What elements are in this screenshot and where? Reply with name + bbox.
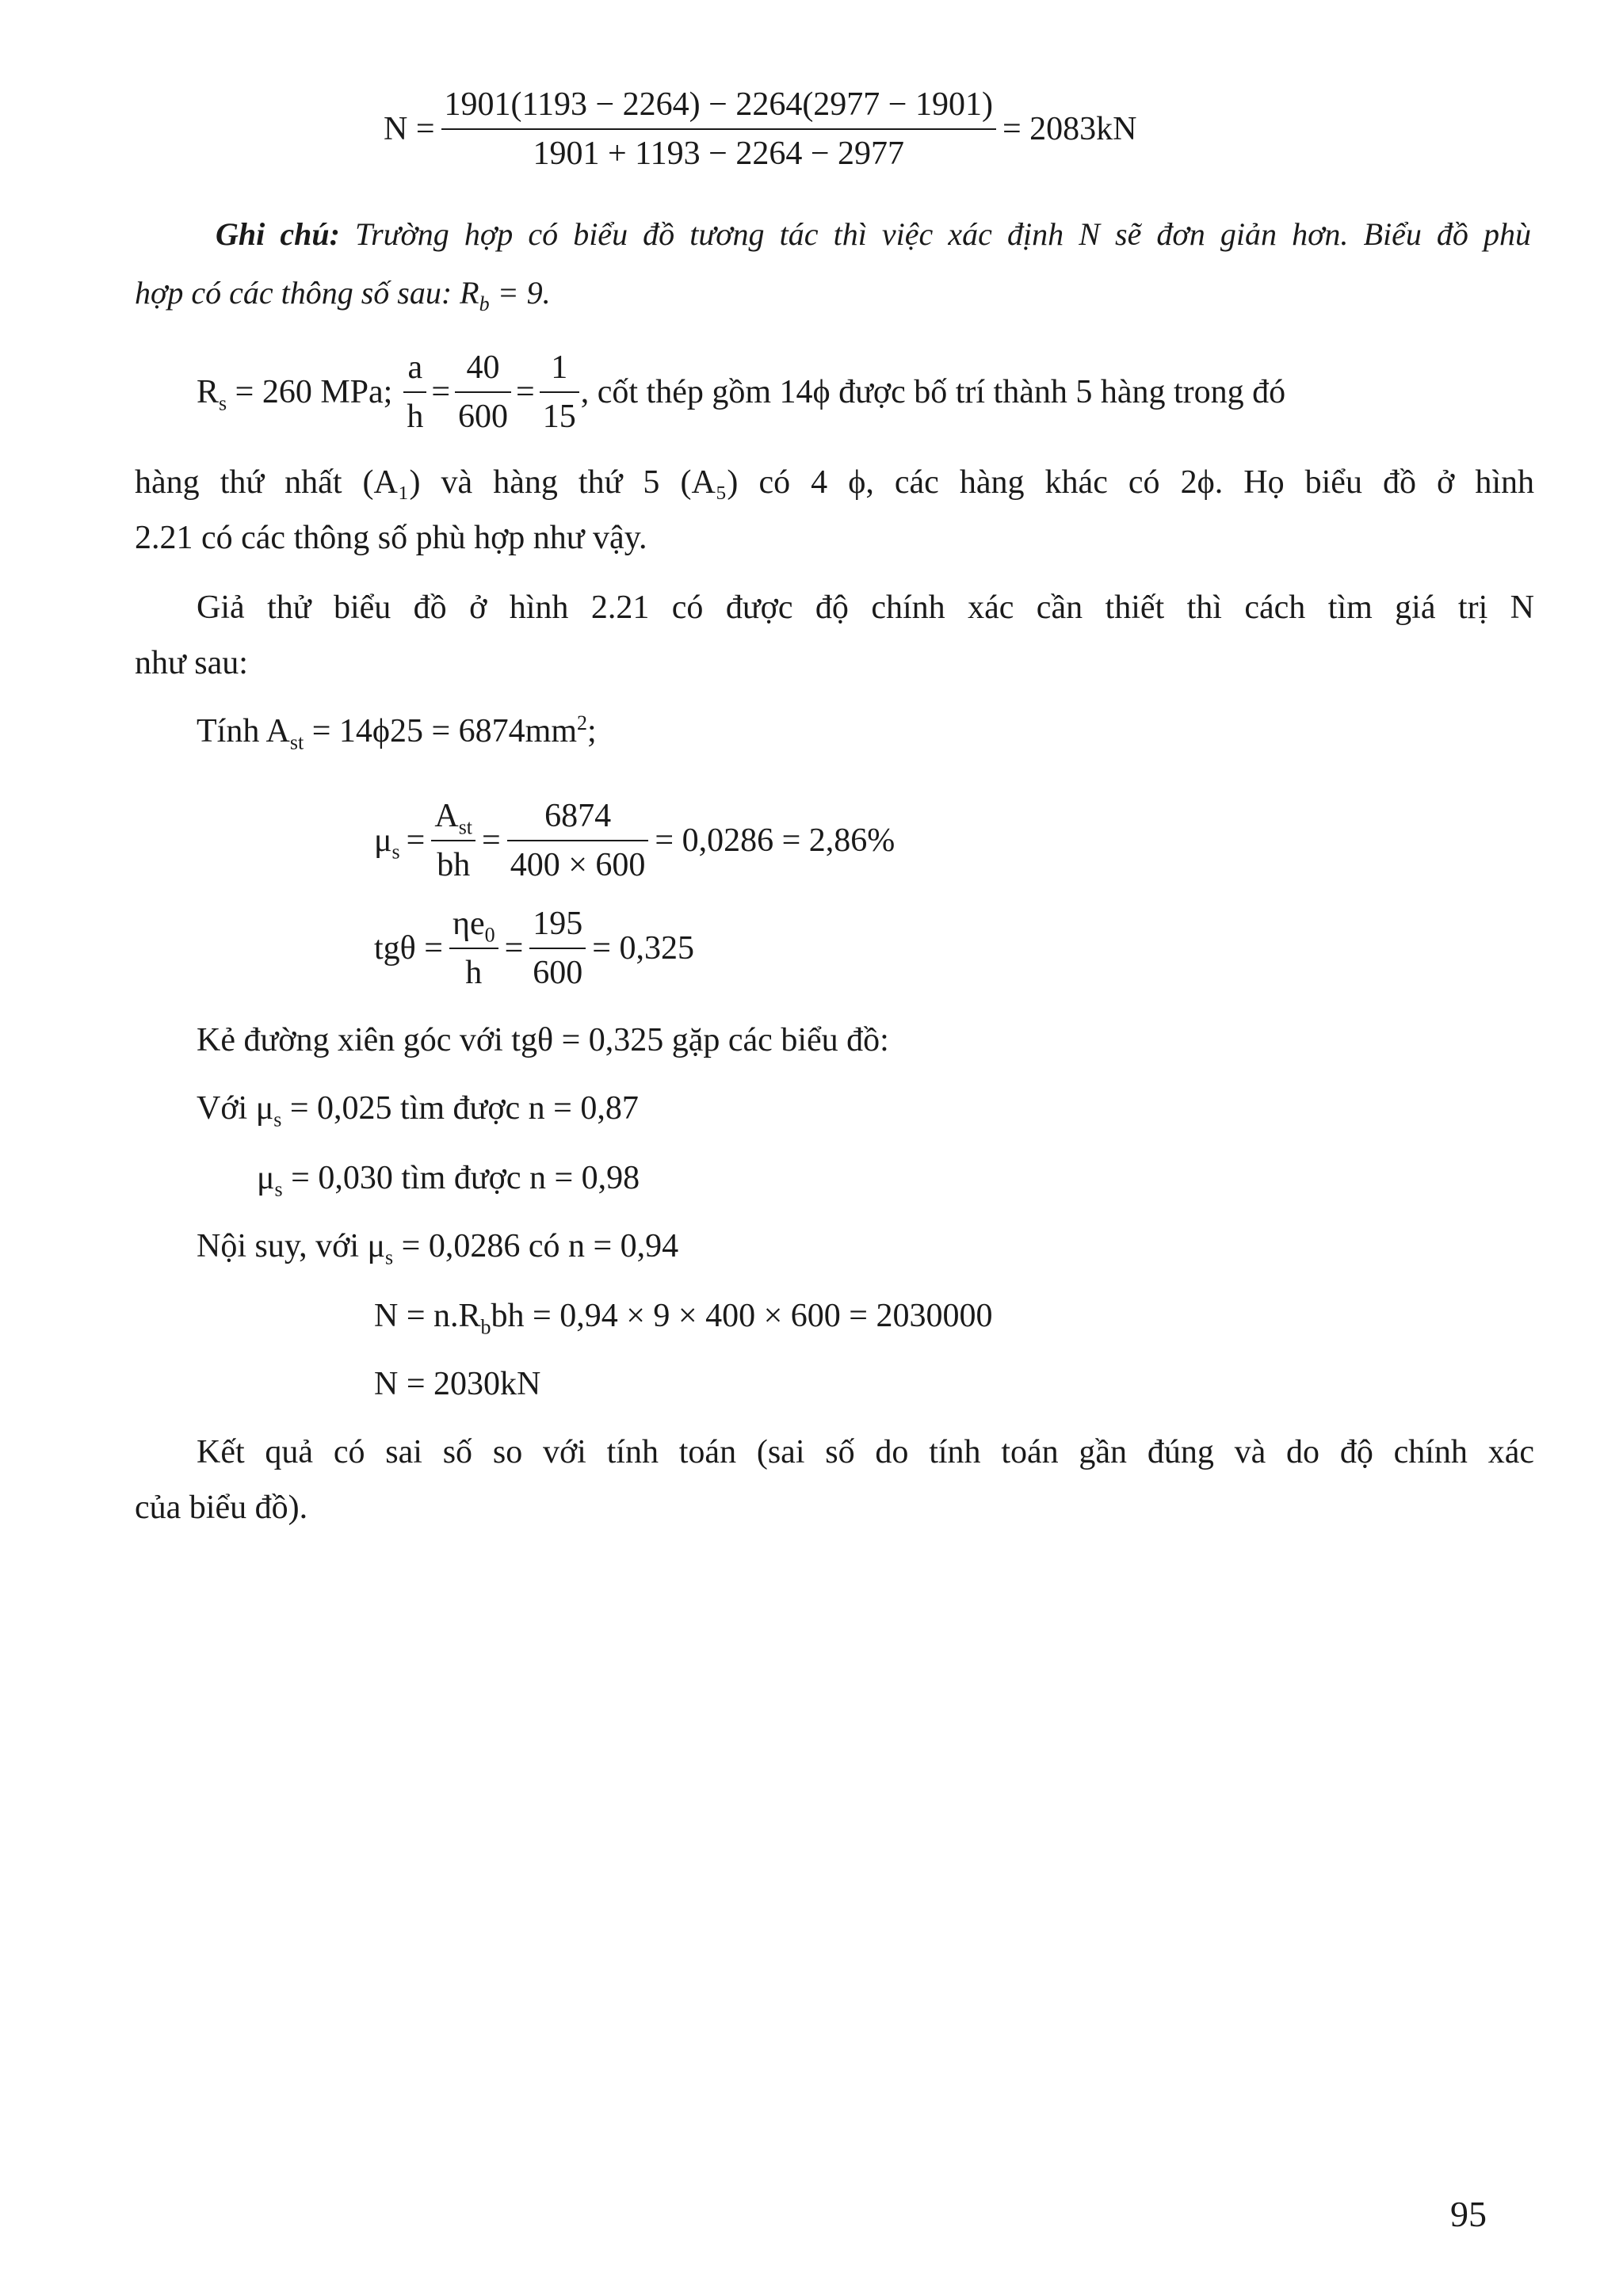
para1-line-2: 2.21 có các thông số phù hợp như vậy. (135, 520, 647, 556)
top-equation-rhs: = 2083kN (1002, 111, 1137, 147)
rs-frac-40-600: $\frac{40}{600}$ (455, 349, 511, 436)
note-line-1 (216, 216, 1532, 252)
top-equation-denominator: 1901 + 1193 − 2264 − 2977 (533, 135, 905, 172)
tg-frac-etae0-h: $\frac{\eta e_0}{h}$ (449, 905, 498, 992)
conclusion-line-2: của biểu đồ). (135, 1489, 308, 1526)
rs-text: , cốt thép gồm 14ϕ được bố trí thành 5 hàng trong đó (580, 374, 1286, 410)
top-equation-fraction (441, 86, 996, 173)
mu-frac-ast-bh: $\frac{A_{st}}{bh}$ (431, 797, 475, 884)
step-5: $N = n.R_bbh = 0,94 \times 9 \times 400 \times 600 = 2030000$ (374, 1298, 993, 1339)
para2-line-1: Giả thử biểu đồ ở hình 2.21 có được độ chính xác cần thiết thì cách tìm giá trị N (197, 589, 1534, 626)
page-number: 95 (1450, 2194, 1487, 2234)
rs-frac-a-h: $\frac{a}{h}$ (403, 349, 426, 436)
ast-line: Tính $A_{st} = 14\phi 25 = 6874mm^2$; (197, 711, 597, 754)
step-4: Nội suy, với $\mu_s = 0,0286$ có n = 0,94 (197, 1228, 679, 1269)
mu-equation: $\mu_s$ = $\frac{A_{st}}{bh}$ = $\frac{6874}{400 \times 600}$ = 0,0286 = 2,86% (374, 798, 896, 883)
note-line-2: hợp có các thông số sau: $R_b = 9$. (135, 275, 551, 315)
top-equation-lhs: N = (384, 111, 435, 147)
top-equation-numerator: 1901(1193 − 2264) − 2264(2977 − 1901) (441, 86, 996, 130)
step-1: Kẻ đường xiên góc với tgθ = 0,325 gặp các biểu đồ: (197, 1022, 889, 1058)
para1-line-1: hàng thứ nhất (A₁) và hàng thứ 5 (A₅) có 4 ϕ, các hàng khác có 2ϕ. Họ biểu đồ ở hình (135, 464, 1534, 501)
top-equation (384, 86, 1137, 173)
note-text-1: Trường hợp có biểu đồ tương tác thì việc xác định N sẽ đơn giản hơn. Biểu đồ phù (355, 216, 1532, 252)
step-6: N = 2030kN (374, 1366, 541, 1402)
conclusion-line-1: Kết quả có sai số so với tính toán (sai số do tính toán gần đúng và do độ chính xác (197, 1434, 1534, 1470)
rs-line: $R_s = 260$ MPa; $\frac{a}{h}$ = $\frac{40}{600}$ = $\frac{1}{15}$ , cốt thép gồm 14ϕ được bố trí thành 5 hàng trong đó (197, 349, 1286, 435)
step-2: Với $\mu_s = 0,025$ tìm được n = 0,87 (197, 1090, 639, 1131)
mu-frac-6874: $\frac{6874}{400 \times 600}$ (507, 797, 649, 884)
rs-frac-1-15: $\frac{1}{15}$ (540, 349, 579, 436)
step-3: $\mu_s = 0,030$ tìm được n = 0,98 (257, 1160, 640, 1201)
note-label: Ghi chú: (216, 216, 340, 252)
tg-frac-195-600: $\frac{195}{600}$ (529, 905, 586, 992)
para2-line-2: như sau: (135, 645, 248, 681)
tg-equation: tgθ = $\frac{\eta e_0}{h}$ = $\frac{195}{600}$ = 0,325 (374, 906, 694, 991)
